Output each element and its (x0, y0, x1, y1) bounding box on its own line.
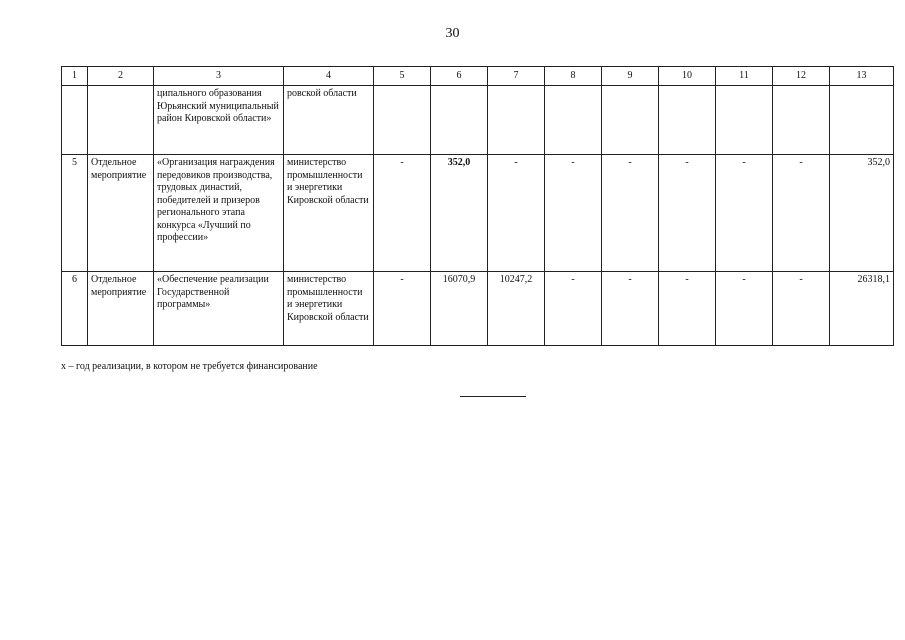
page-number: 30 (445, 26, 460, 41)
value-cell: - (716, 155, 773, 272)
col-header-12: 12 (773, 67, 830, 86)
value-cell: - (545, 272, 602, 346)
value-cell: - (602, 272, 659, 346)
col-header-4: 4 (284, 67, 374, 86)
funding-table (61, 66, 894, 346)
col-header-3: 3 (154, 67, 284, 86)
value-cell: 16070,9 (431, 272, 488, 346)
table-row (62, 86, 894, 155)
row-number: 5 (62, 155, 88, 272)
value-cell (431, 86, 488, 155)
row-number (62, 86, 88, 155)
value-cell (773, 86, 830, 155)
value-cell: 10247,2 (488, 272, 545, 346)
measure-type: Отдельное мероприятие (88, 155, 154, 272)
value-cell: - (374, 272, 431, 346)
value-cell (830, 86, 894, 155)
measure-name: ципального образования Юрьянский муниципальный район Кировской области» (154, 86, 284, 155)
col-header-13: 13 (830, 67, 894, 86)
col-header-8: 8 (545, 67, 602, 86)
value-cell: - (659, 155, 716, 272)
value-cell (374, 86, 431, 155)
measure-type (88, 86, 154, 155)
value-cell: - (659, 272, 716, 346)
value-cell (545, 86, 602, 155)
table-row (62, 155, 894, 272)
value-cell: 352,0 (830, 155, 894, 272)
col-header-1: 1 (62, 67, 88, 86)
executor: министерство промышленности и энергетики Кировской области (284, 272, 374, 346)
value-cell (659, 86, 716, 155)
col-header-11: 11 (716, 67, 773, 86)
value-cell: - (374, 155, 431, 272)
footnote: x – год реализации, в котором не требуется финансирование (61, 361, 318, 372)
measure-type: Отдельное мероприятие (88, 272, 154, 346)
header-row (62, 67, 894, 86)
executor: министерство промышленности и энергетики Кировской области (284, 155, 374, 272)
measure-name: «Организация награждения передовиков производства, трудовых династий, победителей и призеров регионального этапа конкурса «Лучший по профессии» (154, 155, 284, 272)
value-cell: - (773, 155, 830, 272)
value-cell (488, 86, 545, 155)
col-header-9: 9 (602, 67, 659, 86)
value-cell (716, 86, 773, 155)
measure-name: «Обеспечение реализации Государственной программы» (154, 272, 284, 346)
value-cell: - (716, 272, 773, 346)
value-cell (602, 86, 659, 155)
value-cell: - (773, 272, 830, 346)
col-header-7: 7 (488, 67, 545, 86)
table-row (62, 272, 894, 346)
value-cell: - (545, 155, 602, 272)
col-header-5: 5 (374, 67, 431, 86)
col-header-6: 6 (431, 67, 488, 86)
value-cell: 26318,1 (830, 272, 894, 346)
executor: ровской области (284, 86, 374, 155)
col-header-2: 2 (88, 67, 154, 86)
value-cell: - (488, 155, 545, 272)
value-cell: 352,0 (431, 155, 488, 272)
end-divider (460, 396, 526, 397)
value-cell: - (602, 155, 659, 272)
col-header-10: 10 (659, 67, 716, 86)
row-number: 6 (62, 272, 88, 346)
